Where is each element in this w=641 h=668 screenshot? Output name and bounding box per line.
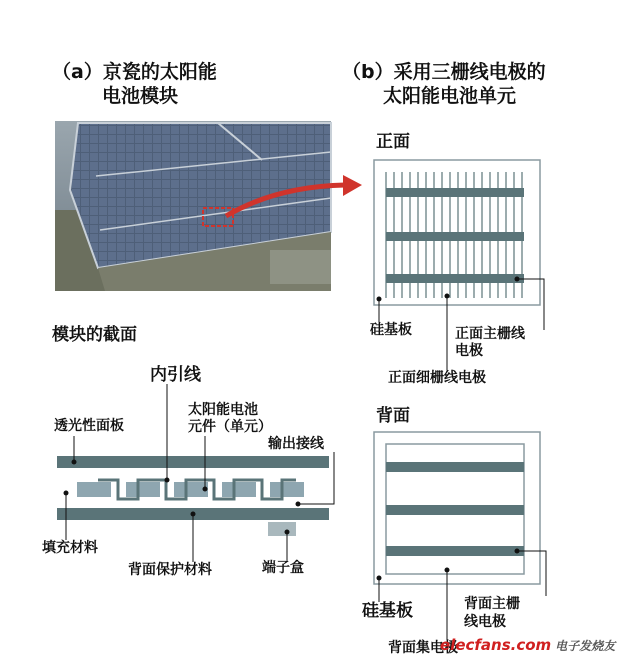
front-cell <box>374 160 544 370</box>
cell-5 <box>270 482 304 497</box>
back-collector-label: 背面集电极 <box>388 640 458 656</box>
back-silicon-label: 硅基板 <box>362 601 413 621</box>
panel-b-title-2: 太阳能电池单元 <box>383 85 517 107</box>
back-busbar-1 <box>386 462 524 472</box>
back-protect-label: 背面保护材料 <box>128 562 212 578</box>
back-busbar-3 <box>386 546 524 556</box>
inner-lead-label: 内引线 <box>150 365 201 385</box>
back-main-grid-label-2: 线电极 <box>464 614 506 630</box>
cell-label-1: 太阳能电池 <box>188 402 258 418</box>
front-silicon-label: 硅基板 <box>370 322 412 338</box>
front-busbar-2 <box>386 232 524 241</box>
front-main-grid-label-2: 电极 <box>455 343 483 359</box>
module-cross-section <box>57 384 334 562</box>
cell-1 <box>77 482 111 497</box>
front-fine-grid-label: 正面细栅线电极 <box>388 370 486 386</box>
watermark-sub: 电子发烧友 <box>555 639 616 653</box>
junction-box-label: 端子盒 <box>262 560 304 576</box>
red-arrow-head <box>343 175 362 196</box>
back-busbar-2 <box>386 505 524 515</box>
front-busbar-1 <box>386 188 524 197</box>
back-main-grid-label-1: 背面主栅 <box>464 596 520 612</box>
back-cell <box>374 432 546 640</box>
junction-box <box>268 522 296 536</box>
glass-layer <box>57 456 329 468</box>
back-heading: 背面 <box>376 406 410 426</box>
front-heading: 正面 <box>376 132 410 152</box>
front-main-grid-label-1: 正面主栅线 <box>455 326 525 342</box>
panel-a-title-1: （a）京瓷的太阳能 <box>52 61 217 83</box>
front-busbar-3 <box>386 274 524 283</box>
cell-2 <box>126 482 160 497</box>
panel-b-title-1: （b）采用三栅线电极的 <box>342 61 546 83</box>
cell-label-2: 元件（单元） <box>188 419 272 435</box>
filler-label: 填充材料 <box>42 540 98 556</box>
cell-4 <box>222 482 256 497</box>
solar-module-photo <box>55 121 331 291</box>
glass-panel-label: 透光性面板 <box>54 418 124 434</box>
output-wire-label: 输出接线 <box>268 436 324 452</box>
watermark-brand: elecfans.com <box>440 636 552 654</box>
cross-section-heading: 模块的截面 <box>52 325 137 345</box>
panel-a-title-2: 电池模块 <box>102 85 179 107</box>
